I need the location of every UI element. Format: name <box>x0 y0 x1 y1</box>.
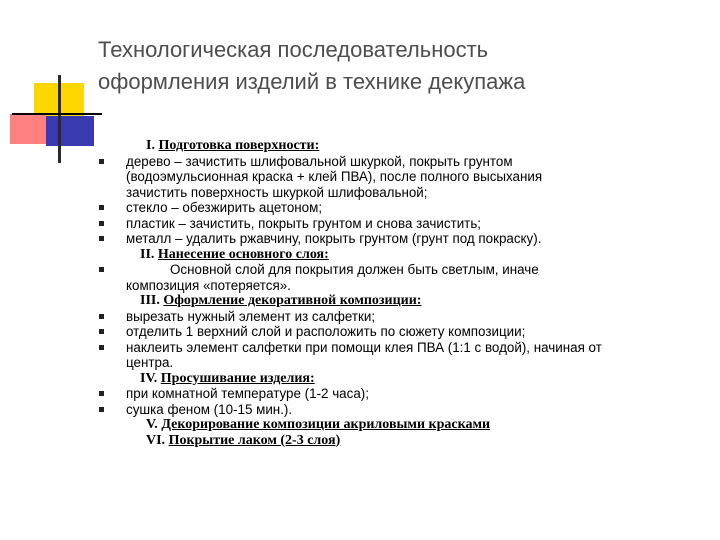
section-number: V. <box>146 417 162 432</box>
section-title: Нанесение основного слоя: <box>157 246 329 262</box>
slide-title <box>98 34 698 98</box>
section-heading <box>0 371 720 387</box>
section-number: VI. <box>146 432 169 448</box>
square-bullet-icon <box>99 159 104 164</box>
square-bullet-icon <box>99 236 104 241</box>
section-number: IV. <box>140 370 161 386</box>
list-item <box>0 154 720 201</box>
list-item-text: отделить 1 верхний слой и расположить по сюжету композиции; <box>126 324 526 339</box>
list-item-text: композиция «потеряется». <box>126 277 291 293</box>
list-item-text: Основной слой для покрытия должен быть светлым, иначе <box>170 262 539 277</box>
list-item-text: (водоэмульсионная краска + клей ПВА), после полного высыхания <box>126 169 543 184</box>
list-item-text: пластик – зачистить, покрыть грунтом и снова зачистить; <box>126 215 482 231</box>
section-heading <box>0 247 720 263</box>
section-title: Просушивание изделия: <box>160 370 315 386</box>
section-heading <box>0 138 720 154</box>
section-heading <box>0 293 720 309</box>
square-bullet-icon <box>99 267 104 272</box>
list-item-text: наклеить элемент салфетки при помощи клея ПВА (1:1 с водой), начиная от <box>126 339 602 355</box>
section-title: Декорирование композиции акриловыми красками <box>161 417 491 432</box>
slide-content <box>0 138 720 448</box>
list-item <box>0 386 720 402</box>
title-line-1: Технологическая последовательность <box>98 37 489 62</box>
square-bullet-icon <box>99 407 104 412</box>
list-item <box>0 340 720 371</box>
list-item-text: дерево – зачистить шлифовальной шкуркой, покрыть грунтом <box>126 153 513 169</box>
decor-horizontal-line <box>12 113 102 115</box>
section-number: II. <box>140 246 158 262</box>
list-item-text: при комнатной температуре (1-2 часа); <box>126 386 369 401</box>
square-bullet-icon <box>99 329 104 334</box>
square-bullet-icon <box>99 221 104 226</box>
list-item <box>0 324 720 340</box>
square-bullet-icon <box>99 205 104 210</box>
list-item <box>0 200 720 216</box>
section-title: Оформление декоративной композиции: <box>163 293 422 308</box>
section-title: Покрытие лаком (2-3 слоя) <box>168 432 341 448</box>
list-item-text: металл – удалить ржавчину, покрыть грунтом (грунт под покраску). <box>126 231 542 246</box>
section-heading <box>0 433 720 449</box>
list-item <box>0 402 720 418</box>
section-number: III. <box>140 293 164 308</box>
section-number: I. <box>146 138 159 153</box>
list-item <box>0 262 720 293</box>
title-line-2: оформления изделий в технике декупажа <box>98 69 526 94</box>
list-item-text: сушка феном (10-15 мин.). <box>126 401 293 417</box>
list-item-text: центра. <box>126 355 174 370</box>
section-heading <box>0 417 720 433</box>
list-item-text: вырезать нужный элемент из салфетки; <box>126 308 376 324</box>
list-item-text: зачистить поверхность шкуркой шлифовальной; <box>126 184 428 200</box>
list-item-text: стекло – обезжирить ацетоном; <box>126 200 323 215</box>
section-title: Подготовка поверхности: <box>158 138 320 153</box>
list-item <box>0 231 720 247</box>
list-item <box>0 216 720 232</box>
square-bullet-icon <box>99 345 104 350</box>
square-bullet-icon <box>99 314 104 319</box>
list-item <box>0 309 720 325</box>
square-bullet-icon <box>99 391 104 396</box>
